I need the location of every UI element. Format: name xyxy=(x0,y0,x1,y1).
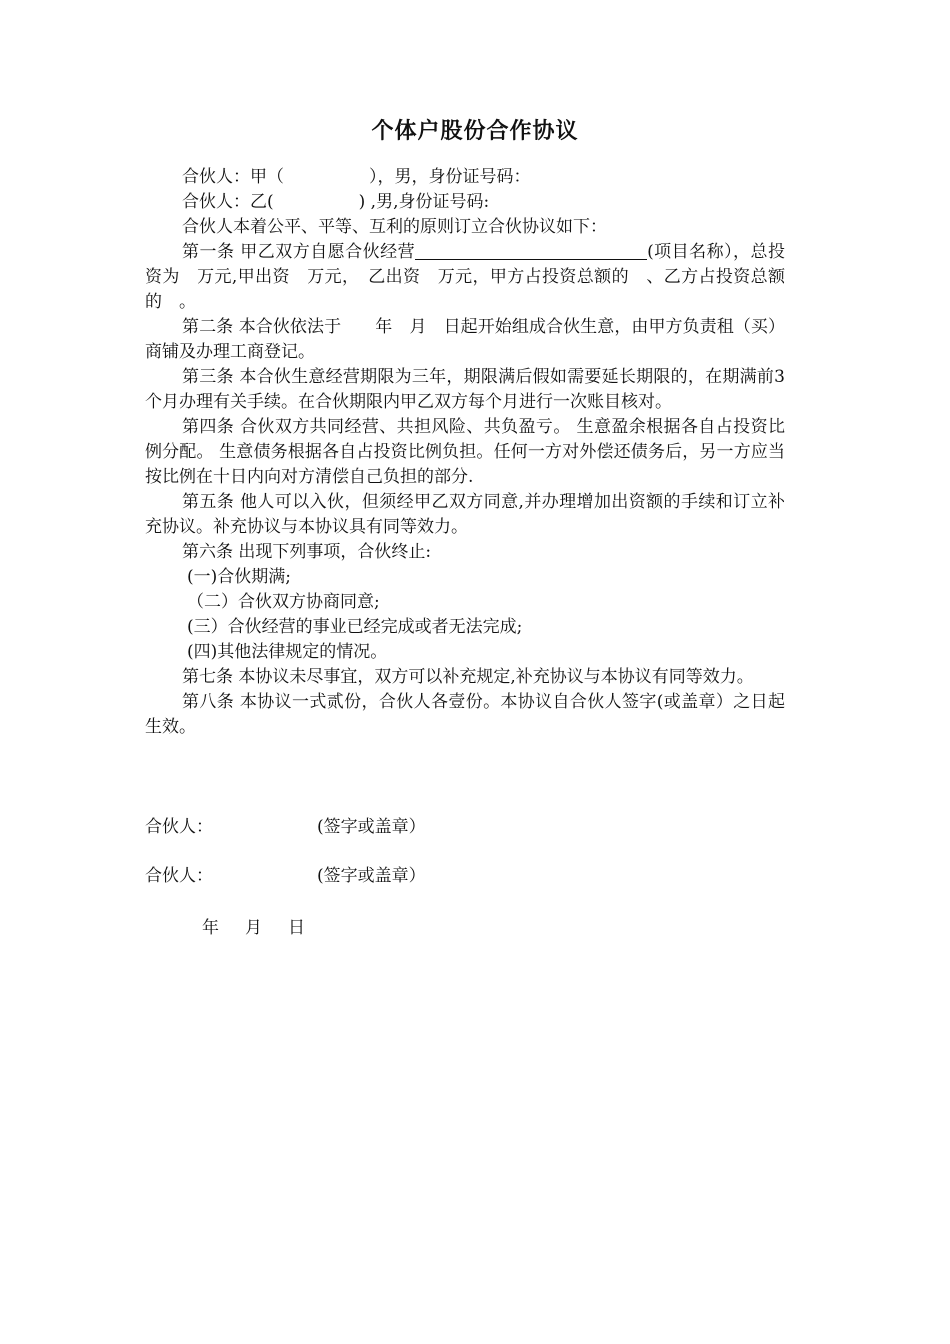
article-4: 第四条 合伙双方共同经营、共担风险、共负盈亏。 生意盈余根据各自占投资比例分配。 生意债务根据各自占投资比例负担。任何一方对外偿还债务后，另一方应当按比例在十日内向对方清偿自己负担的部分. xyxy=(145,417,785,487)
date-month: 月 xyxy=(245,918,262,938)
signature-line-1 xyxy=(145,815,426,840)
article-3: 第三条 本合伙生意经营期限为三年，期限满后假如需要延长期限的，在期满前3个月办理有关手续。在合伙期限内甲乙双方每个月进行一次账目核对。 xyxy=(145,367,785,412)
article-2: 第二条 本合伙依法于 年 月 日起开始组成合伙生意，由甲方负责租（买）商铺及办理工商登记。 xyxy=(145,317,785,362)
party-a-line: 合伙人：甲（ ），男，身份证号码： xyxy=(182,167,531,187)
signature-label: 合伙人： xyxy=(145,817,213,837)
article-7: 第七条 本协议未尽事宜，双方可以补充规定,补充协议与本协议有同等效力。 xyxy=(182,667,754,687)
date-year: 年 xyxy=(202,918,219,938)
article-1-prefix: 第一条 甲乙双方自愿合伙经营 xyxy=(182,242,416,262)
article-6-item: (三）合伙经营的事业已经完成或者无法完成; xyxy=(187,617,523,637)
article-1 xyxy=(145,240,785,315)
signature-note: (签字或盖章） xyxy=(317,817,426,837)
date-line xyxy=(202,913,331,938)
article-6: 第六条 出现下列事项，合伙终止: xyxy=(182,542,432,562)
intro-line: 合伙人本着公平、平等、互利的原则订立合伙协议如下： xyxy=(182,217,607,237)
article-6-item: (一)合伙期满; xyxy=(187,567,291,587)
party-b-line: 合伙人：乙( ) ,男,身份证号码: xyxy=(182,192,490,212)
article-1-suffix: (项目名称），总投资为 万元,甲出资 万元， 乙出资 万元，甲方占投资总额的 、乙方占投资总额的 。 xyxy=(145,242,785,312)
date-day: 日 xyxy=(288,918,305,938)
agreement-body xyxy=(145,165,785,740)
article-6-item: (四)其他法律规定的情况。 xyxy=(187,642,388,662)
signature-line-2 xyxy=(145,864,426,889)
signature-note: (签字或盖章） xyxy=(317,866,426,886)
signature-label: 合伙人： xyxy=(145,866,213,886)
article-8: 第八条 本协议一式贰份，合伙人各壹份。本协议自合伙人签字(或盖章）之日起生效。 xyxy=(145,692,785,737)
article-6-item: （二）合伙双方协商同意; xyxy=(187,592,380,612)
document-title: 个体户股份合作协议 xyxy=(371,119,579,144)
project-name-blank xyxy=(415,241,647,260)
article-5: 第五条 他人可以入伙，但须经甲乙双方同意,并办理增加出资额的手续和订立补充协议。补充协议与本协议具有同等效力。 xyxy=(145,492,785,537)
